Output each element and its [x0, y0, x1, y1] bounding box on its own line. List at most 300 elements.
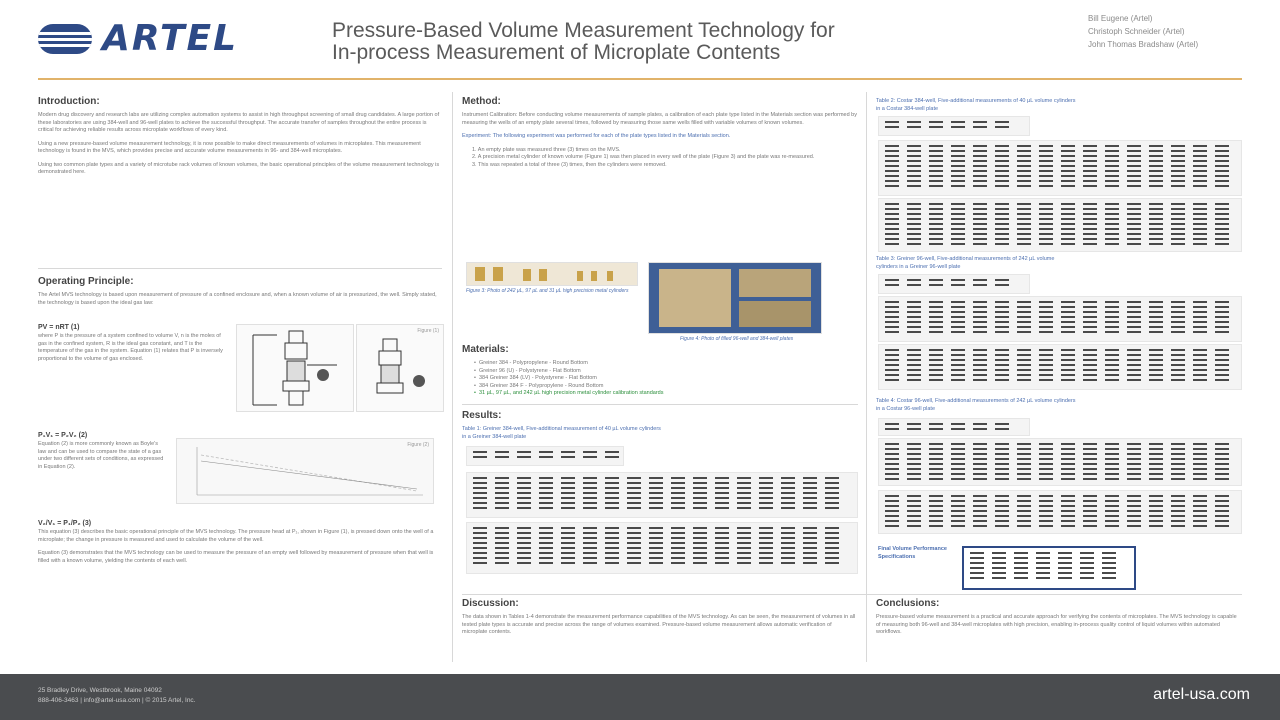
table-cell-mark [1102, 562, 1116, 564]
table-cell-mark [1083, 306, 1097, 308]
table-cell-mark [671, 497, 685, 499]
table-cell-mark [1039, 458, 1053, 460]
table-cell-mark [907, 145, 921, 147]
table-cell-mark [1061, 510, 1075, 512]
table-cell-mark [973, 233, 987, 235]
table-cell-mark [561, 507, 575, 509]
table-cell-mark [951, 505, 965, 507]
table-cell-mark [951, 500, 965, 502]
table-cell-mark [1193, 223, 1207, 225]
table-cell-mark [1105, 448, 1119, 450]
table-cell-mark [951, 185, 965, 187]
table-cell-mark [473, 507, 487, 509]
table-cell-mark [473, 562, 487, 564]
table-cell-mark [517, 497, 531, 499]
table-cell-mark [1083, 326, 1097, 328]
table-cell-mark [973, 478, 987, 480]
table-cell-mark [1017, 208, 1031, 210]
table-cell-mark [1127, 228, 1141, 230]
table-cell-mark [1105, 374, 1119, 376]
table-cell-mark [1149, 510, 1163, 512]
table-cell-mark [825, 547, 839, 549]
table-cell-mark [1127, 354, 1141, 356]
table-cell-mark [561, 557, 575, 559]
table-cell-mark [1017, 160, 1031, 162]
table-cell-mark [973, 218, 987, 220]
table-cell-mark [1193, 175, 1207, 177]
table-cell-mark [1127, 213, 1141, 215]
table-cell-mark [885, 458, 899, 460]
table-cell-mark [1127, 500, 1141, 502]
table-cell-mark [1017, 520, 1031, 522]
table-cell-mark [737, 552, 751, 554]
table-cell-mark [951, 443, 965, 445]
table-cell-mark [1171, 331, 1185, 333]
table-cell-mark [907, 505, 921, 507]
table-cell-mark [1017, 379, 1031, 381]
table-cell-mark [1215, 180, 1229, 182]
conclusions-section [876, 598, 1242, 643]
table-cell-mark [1080, 562, 1094, 564]
table-cell-mark [1105, 473, 1119, 475]
table-cell-mark [1105, 243, 1119, 245]
table-cell-mark [929, 145, 943, 147]
table-cell-mark [517, 507, 531, 509]
table-cell-mark [1061, 349, 1075, 351]
table-2-caption: Table 2: Costar 384-well, Five-additional measurements of 40 µL volume cylinders in a Costar 384-well plate [876, 98, 1076, 112]
table-cell-mark [907, 468, 921, 470]
table-cell-mark [1193, 478, 1207, 480]
table-cell-mark [517, 451, 531, 453]
table-cell-mark [995, 306, 1009, 308]
table-cell-mark [1215, 175, 1229, 177]
table-cell-mark [995, 448, 1009, 450]
footer-url[interactable]: artel-usa.com [1153, 686, 1250, 703]
table-cell-mark [781, 542, 795, 544]
table-cell-mark [1149, 500, 1163, 502]
table-cell-mark [1215, 520, 1229, 522]
table-cell-mark [649, 487, 663, 489]
table-cell-mark [1193, 525, 1207, 527]
table-cell-mark [649, 497, 663, 499]
table-cell-mark [973, 228, 987, 230]
equation-3: V₂/V₁ = P₁/P₂ (3) [38, 520, 92, 527]
table-cell-mark [495, 482, 509, 484]
table-cell-mark [951, 510, 965, 512]
table-cell-mark [1039, 331, 1053, 333]
table-cell-mark [1215, 443, 1229, 445]
intro-paragraph-2: Using a new pressure-based volume measurement technology, it is now possible to make direct measurements of volumes in microplates. This measurement technology is found in the MVS, which provides precise and accurate volume measurements in 96- and 384-well microplates. [38, 140, 421, 154]
materials-list [462, 360, 858, 398]
table-cell-mark [1193, 316, 1207, 318]
table-cell-mark [885, 463, 899, 465]
table-cell-mark [759, 542, 773, 544]
table-cell-mark [1014, 577, 1028, 579]
table-cell-mark [995, 468, 1009, 470]
table-2-block-a [878, 140, 1242, 196]
table-cell-mark [929, 160, 943, 162]
table-cell-mark [1017, 374, 1031, 376]
table-cell-mark [929, 170, 943, 172]
table-cell-mark [907, 121, 921, 123]
conclusions-paragraph: Pressure-based volume measurement is a practical and accurate approach for verifying the contents of microplates. The MVS technology is capable of measuring both 96-well and 384-well microplates with high precision, enabling in-process quality control of liquid volumes within automated workflows. [876, 614, 1237, 635]
table-cell-mark [907, 525, 921, 527]
table-cell-mark [649, 477, 663, 479]
table-cell-mark [561, 547, 575, 549]
table-4-summary [878, 418, 1030, 436]
table-cell-mark [973, 150, 987, 152]
table-cell-mark [973, 243, 987, 245]
table-cell-mark [495, 547, 509, 549]
table-cell-mark [627, 532, 641, 534]
material-item-3: • 384 Greiner 384 (LV) - Polystyrene - Flat Bottom [474, 375, 597, 381]
table-cell-mark [1127, 223, 1141, 225]
table-cell-mark [1017, 500, 1031, 502]
table-cell-mark [995, 453, 1009, 455]
table-cell-mark [907, 203, 921, 205]
table-cell-mark [1127, 306, 1141, 308]
table-cell-mark [1149, 165, 1163, 167]
table-cell-mark [1171, 515, 1185, 517]
table-2-summary [878, 116, 1030, 136]
table-cell-mark [907, 243, 921, 245]
table-cell-mark [671, 477, 685, 479]
table-cell-mark [825, 562, 839, 564]
table-cell-mark [951, 379, 965, 381]
table-cell-mark [885, 213, 899, 215]
table-cell-mark [1215, 218, 1229, 220]
table-cell-mark [1149, 453, 1163, 455]
table-cell-mark [885, 284, 899, 286]
table-cell-mark [781, 547, 795, 549]
table-cell-mark [929, 311, 943, 313]
table-cell-mark [715, 497, 729, 499]
table-cell-mark [1061, 354, 1075, 356]
table-cell-mark [1193, 359, 1207, 361]
table-cell-mark [1061, 321, 1075, 323]
table-cell-mark [561, 487, 575, 489]
table-cell-mark [1017, 326, 1031, 328]
table-cell-mark [973, 165, 987, 167]
table-cell-mark [1083, 495, 1097, 497]
table-cell-mark [1149, 175, 1163, 177]
table-cell-mark [929, 233, 943, 235]
table-cell-mark [1127, 233, 1141, 235]
table-cell-mark [907, 369, 921, 371]
table-cell-mark [1149, 301, 1163, 303]
table-cell-mark [995, 463, 1009, 465]
table-cell-mark [1017, 448, 1031, 450]
table-cell-mark [715, 482, 729, 484]
table-cell-mark [803, 502, 817, 504]
pressure-head-diagram [237, 325, 353, 411]
table-cell-mark [1083, 364, 1097, 366]
table-cell-mark [1171, 185, 1185, 187]
table-cell-mark [951, 331, 965, 333]
table-cell-mark [737, 547, 751, 549]
table-cell-mark [1105, 165, 1119, 167]
table-cell-mark [1061, 364, 1075, 366]
table-cell-mark [1171, 364, 1185, 366]
table-cell-mark [885, 349, 899, 351]
table-cell-mark [1127, 443, 1141, 445]
table-cell-mark [803, 477, 817, 479]
table-cell-mark [1083, 505, 1097, 507]
intro-paragraph-3: Using two common plate types and a variety of microtube rack volumes of known volumes, the basic operational principles of the volume measurement technology is demonstrated here. [38, 161, 440, 175]
table-cell-mark [1039, 505, 1053, 507]
table-cell-mark [605, 547, 619, 549]
table-cell-mark [951, 228, 965, 230]
table-cell-mark [737, 492, 751, 494]
table-cell-mark [1127, 165, 1141, 167]
table-cell-mark [973, 284, 987, 286]
table-cell-mark [517, 547, 531, 549]
table-cell-mark [1083, 515, 1097, 517]
table-cell-mark [1193, 306, 1207, 308]
table-cell-mark [737, 482, 751, 484]
table-cell-mark [951, 301, 965, 303]
table-cell-mark [951, 170, 965, 172]
table-cell-mark [951, 525, 965, 527]
table-cell-mark [1105, 145, 1119, 147]
table-cell-mark [1061, 145, 1075, 147]
table-cell-mark [885, 423, 899, 425]
table-cell-mark [627, 492, 641, 494]
table-cell-mark [1127, 448, 1141, 450]
table-cell-mark [907, 218, 921, 220]
table-cell-mark [737, 537, 751, 539]
table-cell-mark [1215, 223, 1229, 225]
table-cell-mark [1127, 349, 1141, 351]
figure-1-panel [356, 324, 444, 412]
table-cell-mark [737, 557, 751, 559]
table-cell-mark [1105, 510, 1119, 512]
table-cell-mark [1105, 354, 1119, 356]
table-cell-mark [693, 507, 707, 509]
table-cell-mark [737, 502, 751, 504]
table-cell-mark [973, 379, 987, 381]
table-cell-mark [885, 316, 899, 318]
table-cell-mark [1149, 306, 1163, 308]
table-cell-mark [951, 121, 965, 123]
table-cell-mark [1171, 448, 1185, 450]
table-cell-mark [1171, 520, 1185, 522]
table-cell-mark [759, 532, 773, 534]
table-cell-mark [627, 497, 641, 499]
table-cell-mark [907, 284, 921, 286]
table-cell-mark [671, 532, 685, 534]
table-cell-mark [995, 473, 1009, 475]
table-cell-mark [973, 458, 987, 460]
table-cell-mark [1171, 213, 1185, 215]
table-cell-mark [1193, 233, 1207, 235]
table-cell-mark [995, 515, 1009, 517]
table-cell-mark [693, 542, 707, 544]
table-cell-mark [1127, 379, 1141, 381]
table-cell-mark [1083, 218, 1097, 220]
table-cell-mark [907, 331, 921, 333]
table-cell-mark [1058, 552, 1072, 554]
table-cell-mark [992, 557, 1006, 559]
table-cell-mark [781, 527, 795, 529]
table-cell-mark [995, 243, 1009, 245]
table-cell-mark [1061, 213, 1075, 215]
table-cell-mark [1149, 515, 1163, 517]
table-cell-mark [1061, 208, 1075, 210]
table-cell-mark [1171, 453, 1185, 455]
table-cell-mark [1017, 301, 1031, 303]
table-cell-mark [1083, 311, 1097, 313]
table-cell-mark [1215, 326, 1229, 328]
table-cell-mark [907, 349, 921, 351]
table-cell-mark [1171, 150, 1185, 152]
table-cell-mark [973, 515, 987, 517]
table-cell-mark [951, 180, 965, 182]
table-cell-mark [907, 208, 921, 210]
table-cell-mark [885, 218, 899, 220]
table-cell-mark [693, 527, 707, 529]
table-cell-mark [627, 542, 641, 544]
table-cell-mark [1061, 326, 1075, 328]
table-cell-mark [1215, 500, 1229, 502]
table-cell-mark [1105, 495, 1119, 497]
table-cell-mark [1215, 150, 1229, 152]
table-cell-mark [495, 451, 509, 453]
table-cell-mark [495, 502, 509, 504]
table-cell-mark [1171, 505, 1185, 507]
table-cell-mark [1017, 354, 1031, 356]
table-cell-mark [1127, 515, 1141, 517]
table-cell-mark [539, 542, 553, 544]
table-cell-mark [781, 532, 795, 534]
table-cell-mark [1061, 165, 1075, 167]
table-cell-mark [951, 126, 965, 128]
table-cell-mark [561, 527, 575, 529]
author-3: John Thomas Bradshaw (Artel) [1088, 40, 1199, 49]
table-cell-mark [583, 537, 597, 539]
table-cell-mark [1127, 170, 1141, 172]
table-cell-mark [1193, 155, 1207, 157]
table-cell-mark [649, 542, 663, 544]
table-cell-mark [885, 500, 899, 502]
table-cell-mark [1127, 495, 1141, 497]
table-cell-mark [1061, 180, 1075, 182]
table-cell-mark [1127, 326, 1141, 328]
table-cell-mark [1039, 228, 1053, 230]
table-cell-mark [1127, 453, 1141, 455]
table-cell-mark [995, 495, 1009, 497]
table-cell-mark [1171, 228, 1185, 230]
table-cell-mark [693, 537, 707, 539]
table-3-block-a [878, 296, 1242, 342]
table-cell-mark [825, 557, 839, 559]
method-step-2: 2. A precision metal cylinder of known volume (Figure 1) was then placed in every well of the plate (Figure 3) and the plate was re-measured. [472, 154, 815, 160]
table-cell-mark [1127, 238, 1141, 240]
table-cell-mark [1149, 311, 1163, 313]
table-cell-mark [671, 562, 685, 564]
table-cell-mark [1058, 577, 1072, 579]
table-cell-mark [671, 542, 685, 544]
table-cell-mark [1171, 326, 1185, 328]
table-cell-mark [1171, 316, 1185, 318]
table-cell-mark [473, 482, 487, 484]
table-cell-mark [1127, 150, 1141, 152]
table-cell-mark [1036, 557, 1050, 559]
figure-2-chart [176, 438, 434, 504]
table-cell-mark [1105, 463, 1119, 465]
table-cell-mark [1171, 458, 1185, 460]
table-cell-mark [1039, 364, 1053, 366]
table-cell-mark [1039, 510, 1053, 512]
table-cell-mark [1014, 552, 1028, 554]
table-cell-mark [995, 155, 1009, 157]
table-cell-mark [995, 510, 1009, 512]
table-cell-mark [929, 155, 943, 157]
table-cell-mark [929, 349, 943, 351]
column-divider-2 [866, 92, 867, 662]
table-cell-mark [907, 443, 921, 445]
table-cell-mark [1061, 150, 1075, 152]
table-cell-mark [605, 502, 619, 504]
experiment-intro: Experiment: The following experiment was performed for each of the plate types listed in the Materials section. [462, 133, 731, 139]
table-cell-mark [1215, 364, 1229, 366]
table-cell-mark [929, 301, 943, 303]
table-cell-mark [951, 468, 965, 470]
table-cell-mark [1171, 165, 1185, 167]
table-cell-mark [627, 482, 641, 484]
table-cell-mark [951, 453, 965, 455]
table-cell-mark [1017, 203, 1031, 205]
title-line-1: Pressure-Based Volume Measurement Technology for [332, 19, 835, 42]
table-cell-mark [973, 279, 987, 281]
table-cell-mark [929, 473, 943, 475]
table-cell-mark [1039, 311, 1053, 313]
table-cell-mark [715, 547, 729, 549]
table-cell-mark [929, 520, 943, 522]
table-cell-mark [1193, 170, 1207, 172]
table-cell-mark [1061, 306, 1075, 308]
table-cell-mark [1083, 145, 1097, 147]
table-cell-mark [759, 492, 773, 494]
table-cell-mark [995, 369, 1009, 371]
table-cell-mark [995, 331, 1009, 333]
table-cell-mark [970, 552, 984, 554]
table-cell-mark [885, 379, 899, 381]
table-cell-mark [995, 218, 1009, 220]
table-cell-mark [929, 126, 943, 128]
materials-heading: Materials: [462, 344, 509, 355]
table-cell-mark [1105, 233, 1119, 235]
table-cell-mark [1105, 468, 1119, 470]
results-heading: Results: [462, 410, 502, 421]
table-cell-mark [517, 532, 531, 534]
table-cell-mark [759, 527, 773, 529]
artel-logo [38, 18, 239, 59]
table-cell-mark [907, 448, 921, 450]
table-cell-mark [1193, 463, 1207, 465]
table-cell-mark [1105, 505, 1119, 507]
table-cell-mark [825, 477, 839, 479]
table-cell-mark [1017, 218, 1031, 220]
table-cell-mark [907, 126, 921, 128]
table-cell-mark [473, 487, 487, 489]
table-cell-mark [973, 155, 987, 157]
table-cell-mark [973, 326, 987, 328]
table-cell-mark [1083, 463, 1097, 465]
table-cell-mark [539, 492, 553, 494]
table-cell-mark [1171, 238, 1185, 240]
table-cell-mark [1039, 349, 1053, 351]
